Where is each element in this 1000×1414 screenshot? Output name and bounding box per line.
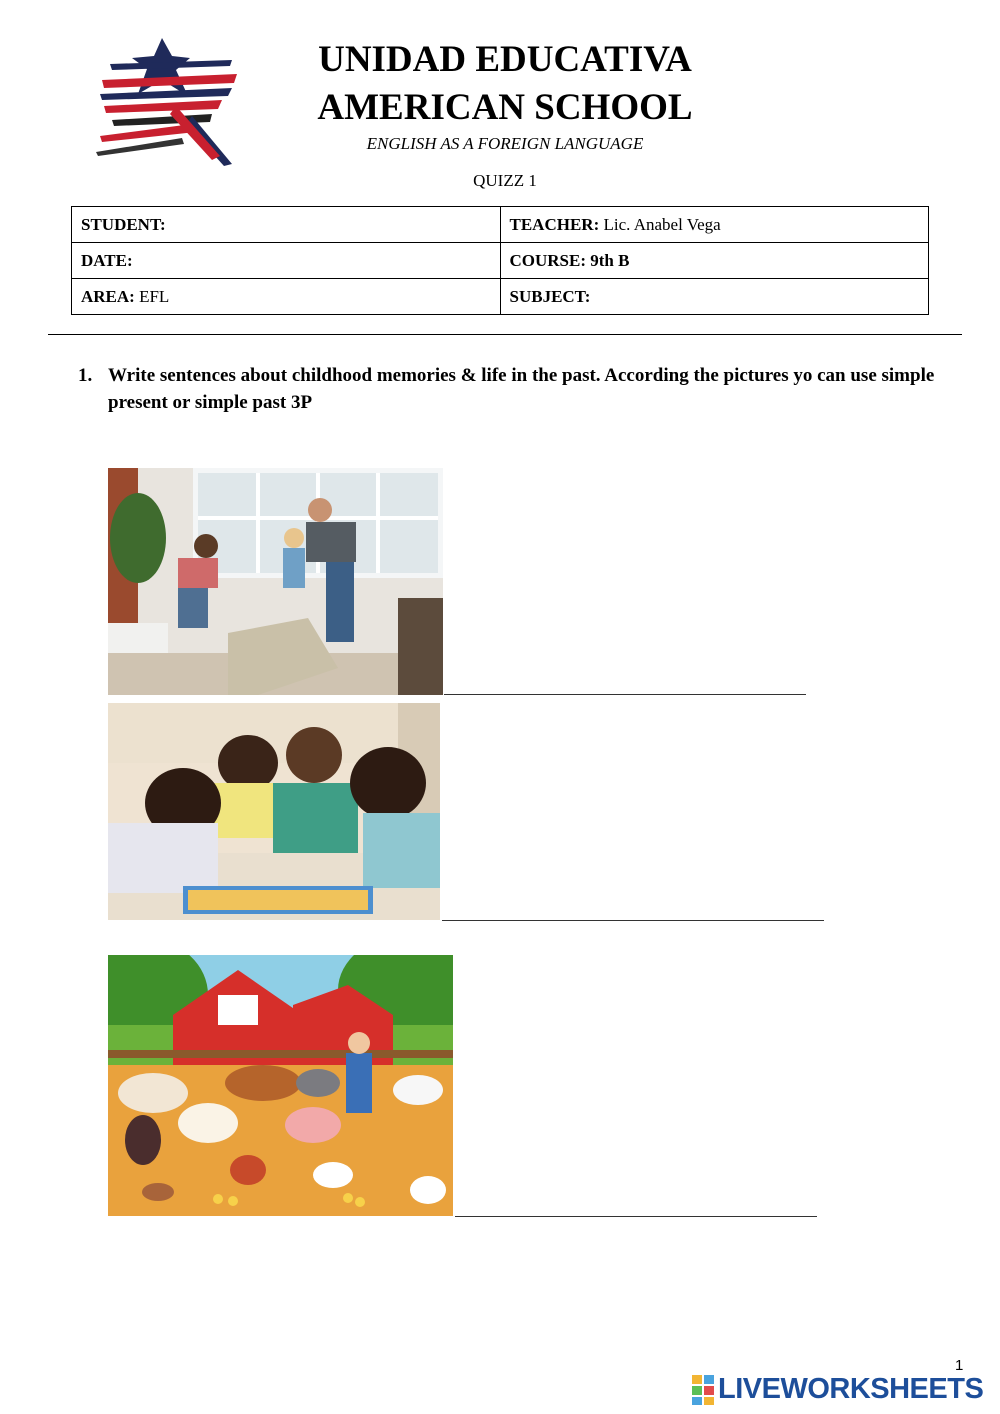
school-star-logo bbox=[92, 36, 242, 168]
family-cleaning-picture bbox=[108, 468, 443, 695]
teacher-cell: TEACHER: Lic. Anabel Vega bbox=[500, 207, 929, 243]
student-info-table bbox=[71, 206, 929, 315]
divider bbox=[48, 334, 962, 335]
family-board-game-picture bbox=[108, 703, 440, 920]
liveworksheets-brand bbox=[692, 1372, 992, 1406]
table-row bbox=[72, 207, 929, 243]
area-value: EFL bbox=[134, 286, 170, 306]
question-number: 1. bbox=[78, 365, 93, 386]
table-row bbox=[72, 279, 929, 315]
subject-cell[interactable]: SUBJECT: bbox=[500, 279, 929, 315]
farm-animals-picture bbox=[108, 955, 453, 1216]
table-row bbox=[72, 243, 929, 279]
quiz-title: QUIZZ 1 bbox=[473, 171, 537, 190]
answer-line-3[interactable] bbox=[455, 1216, 817, 1217]
brand-text: LIVEWORKSHEETS bbox=[718, 1373, 984, 1405]
school-name-line1: UNIDAD EDUCATIVA bbox=[318, 39, 692, 80]
area-cell: AREA: EFL bbox=[72, 279, 501, 315]
answer-line-2[interactable] bbox=[442, 920, 824, 921]
page-number: 1 bbox=[955, 1357, 964, 1374]
date-cell[interactable]: DATE: bbox=[72, 243, 501, 279]
course-cell: COURSE: 9th B bbox=[500, 243, 929, 279]
question-text: Write sentences about childhood memories & life in the past. According the pictures yo can use simple present or simple past 3P bbox=[108, 365, 935, 413]
liveworksheets-logo-icon bbox=[692, 1375, 716, 1405]
student-cell[interactable]: STUDENT: bbox=[72, 207, 501, 243]
answer-line-1[interactable] bbox=[444, 694, 806, 695]
teacher-value: Lic. Anabel Vega bbox=[599, 214, 721, 234]
subtitle: ENGLISH AS A FOREIGN LANGUAGE bbox=[366, 134, 644, 153]
school-name-line2: AMERICAN SCHOOL bbox=[317, 87, 693, 128]
